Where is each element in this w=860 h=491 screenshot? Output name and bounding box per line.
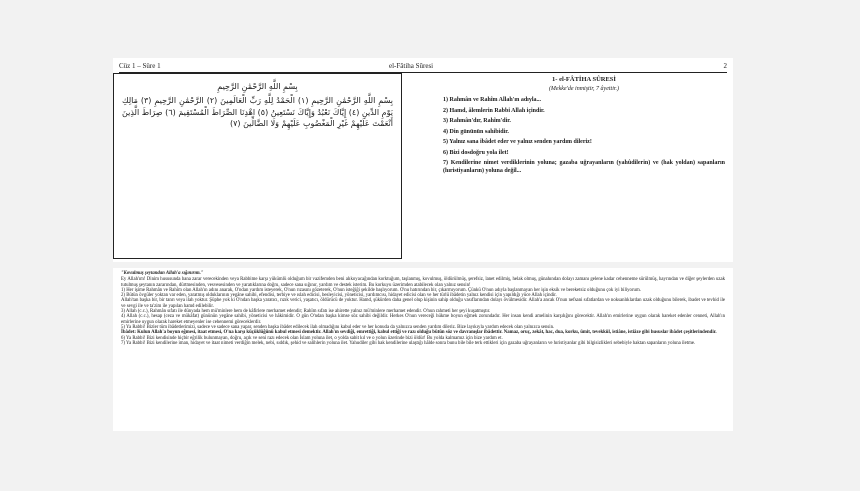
commentary-paragraph: Allah'tan başka bir, bir tanrı veya ilah yoktur. Şüphe yok ki O'ndan başka yaratıcı, rızık verici, yaşatıcı, öldürücü de yoktur. Hamd, şükürden daha genel olup kişinin sahip olduğu vasıflarından dolayı övülmesidir. Allah'a ancak O'nun nefsani sıfatlardan ve noksanlıklardan uzak olduğunu bilerek, ibadet ve tevhid ile ve sevgi ile ve ta'zim ile yapılan hamd edilebilir. (121, 298, 725, 309)
commentary-paragraph: 4) Allah (c.c.), hesap (ceza ve mükâfat) gününün yegâne sahibi, yöneticisi ve hâkimidir. O gün O'ndan başka kimse söz sahibi değildir. Herkes O'nun vereceği hükme boyun eğmek zorundadır. Her insan kendi amelinin karşılığını görecektir. Allah'ın emirlerine uygun olarak hareket edenler cenneti, Allah'ın emirlerine uygun olarak hareket etmeyenler ise cehennemi göreceklerdir. (121, 314, 725, 325)
header-page-number: 2 (723, 62, 727, 70)
surah-title: 1- el-FÂTİHA SÛRESİ (552, 76, 616, 83)
surah-subtitle: (Mekke'de inmiştir, 7 âyettir.) (548, 85, 620, 92)
verse-3: 3) Rahmân'dır, Rahîm'dir. (443, 118, 511, 124)
verse-6: 6) Bizi dosdoğru yola ilet! (443, 149, 509, 156)
basmala: بِسْمِ اللَّهِ الرَّحْمَٰنِ الرَّحِيمِ (217, 82, 298, 91)
commentary-paragraph: 1) Her işime Rahmân ve Rahîm olan Allah'ın adını anarak, O'ndan yardım isteyerek, O'nun rızasını gözeterek, O'nun isteğiği şekilde başlıyorum. O'nu hatırından bir, çıkarmıyorum. Çünkü O'nun adıyla başlanmayan her işin eksik ve bereketsiz olduğunu çok iyi biliyorum. (121, 287, 641, 293)
commentary-paragraph: 5) Ya Rabbi! Bizler tüm ibâdetlerimizi, sadece ve sadece sana yapar, senden başka ibâdet edilecek ilah olmadığını kabul eder ve her konuda da yalnızca senden yardım dileriz. Bize layıkıyla yardım edecek olan yalnızca sensin. (121, 324, 555, 330)
arabic-verses: بِسْمِ اللَّهِ الرَّحْمَٰنِ الرَّحِيمِ (١) الْحَمْدُ لِلَّهِ رَبِّ الْعَالَمِينَ (٢) الرَّحْمَٰنِ الرَّحِيمِ (٣) مَالِكِ يَوْمِ الدِّينِ (٤) إِيَّاكَ نَعْبُدُ وَإِيَّاكَ نَسْتَعِينُ (٥) اهْدِنَا الصِّرَاطَ الْمُسْتَقِيمَ (٦) صِرَاطَ الَّذِينَ أَنْعَمْتَ عَلَيْهِمْ غَيْرِ الْمَغْضُوبِ عَلَيْهِمْ وَلَا الضَّالِّينَ (٧) (122, 96, 393, 128)
commentary-section (113, 268, 733, 431)
commentary-paragraph: 2) Bütün övgüler yoktan var eden, yaratmış olduklarının yegâne sahibi, efendisi, terbiye ve ıslah edicisi, besleyicisi, yöneticisi, yardımcısı, hidayet edicisi olan ve her türlü ibâdetin yalnız kendisi için yapıldığı yüce Allah içindir. (121, 293, 557, 299)
verse-2: 2) Hamd, âlemlerin Rabbi Allah içindir. (443, 107, 545, 114)
page-header (119, 61, 727, 73)
commentary-paragraph: 7) Ya Rabbi! Bizi kendilerine iman, hidayet ve itaat nimeti verdiğin melek, nebi, sıddık, şehid ve salihlerin yoluna ilet. Yahudiler gibi hak kendilerine ulaştığı hâlde sonra bunu bile bile terk ettikleri için gazaba uğrayanların ve hıristiyanlar gibi bilgisizlikleri sebebiyle haktan sapanların yoluna iletme. (121, 340, 696, 346)
commentary-paragraph: İbâdet: Kulun Allah'a boyun eğmesi, itaat etmesi, O'na karşı küçüklüğünü kabul etmesi demektir. Allah'ın sevdiği, emrettiği, kabul ettiği ve razı olduğu bütün söz ve davranışlar ibâdettir. Namaz, oruç, zekât, hac, dua, korku, ümit, tevekkül, istiâne, istiâze gibi hususlar ibâdet çeşitlerindendir. (121, 330, 717, 336)
commentary-paragraph: 6) Ya Rabbi! Bizi kendisinde hiçbir eğrilik bulunmayan, doğru, açık ve seni razı edecek olan İslam yoluna ilet, o yolda sabit kıl ve o yolun üzerinde bizi öldür! Bu yolda kalmamız için bize yardım et. (121, 335, 503, 341)
page (113, 58, 733, 262)
verse-4: 4) Din gününün sahibidir. (443, 128, 509, 135)
verse-5: 5) Yalnız sana ibâdet eder ve yalnız senden yardım dileriz! (443, 139, 592, 145)
verse-1: 1) Rahmân ve Rahîm Allah'ın adıyla... (443, 97, 542, 103)
arabic-text-box (113, 73, 402, 259)
translation-column (443, 74, 725, 178)
header-juz-surah: Cüz 1 – Süre 1 (119, 62, 161, 70)
commentary-paragraph: 3) Allah (c.c.), Rahmân sıfatı ile dünyada hem mü'minlere hem de kâfirlere merhamet edendir; Rahîm sıfatı ise ahirette yalnız mü'minlere merhamet edendir. O'nun rahmeti her şeyi kuşatmıştır. (121, 309, 491, 315)
commentary-title: "Kovulmuş şeytandan Allah'a sığınırım." (121, 271, 204, 276)
commentary-paragraph: Ey Allah'ım! Dinim hususunda bana zarar verecekinden veya Rabbime karşı yükümlü olduğum bir vazifemden beni alıkoyacağından korktuğum, taşlanmış, kovulmuş, öldürülmüş, şerefsiz, lanet edilmiş, helak olmuş, günahından dolayı zamanı gelene kadar cehenneme sürülmüş, hayrından ve diğer şeylerden uzak tutulmuş şeytanın zararından, dürtmesinden, vesvesesinden ve yaratıklarına doğru, sadece sana sığınır, yardım ve destek isterim. Bu korkuyu üzerimden atabilecek olan yalnız sensin! (121, 277, 725, 288)
verse-7: 7) Kendilerine nimet verdiklerinin yoluna; gazaba uğrayanların (yahûdilerin) ve (hak yoldan) sapanların (hıristiyanların) yoluna değil... (443, 160, 725, 174)
header-surah-name: el-Fâtiha Sûresi (389, 62, 434, 70)
